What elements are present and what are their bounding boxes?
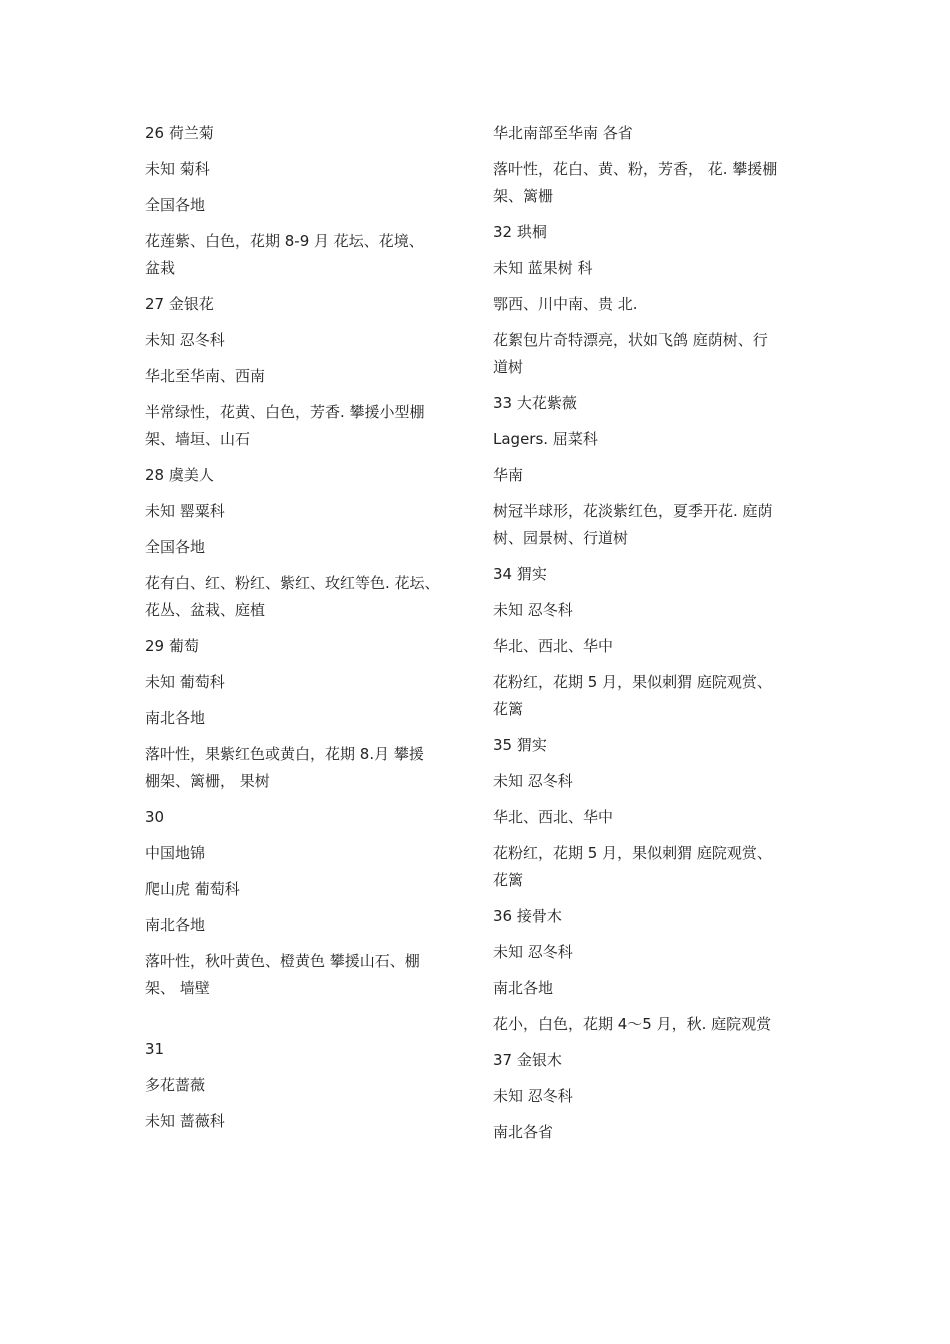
text-line: 28 虞美人: [145, 466, 214, 484]
text-line: 未知 忍冬科: [493, 772, 573, 790]
text-line: 29 葡萄: [145, 637, 199, 655]
text-line: 华南: [493, 466, 524, 484]
text-line: 落叶性，果紫红色或黄白，花期 8.月 攀援: [145, 745, 424, 763]
text-line: 花莲紫、白色，花期 8-9 月 花坛、花境、: [145, 232, 424, 250]
text-line: 31: [145, 1040, 165, 1058]
text-line: 未知 葡萄科: [145, 673, 225, 691]
text-line: 32 珙桐: [493, 223, 547, 241]
text-line-continuation: 架、 墙壁: [145, 979, 210, 997]
text-line: Lagers. 屈菜科: [493, 430, 598, 448]
text-line: 未知 忍冬科: [493, 601, 573, 619]
text-line: 南北各地: [145, 916, 206, 934]
text-line: 34 猬实: [493, 565, 547, 583]
text-line-continuation: 花丛、盆栽、庭植: [145, 601, 266, 619]
text-line-continuation: 架、篱栅: [493, 187, 554, 205]
text-line: 落叶性，秋叶黄色、橙黄色 攀援山石、棚: [145, 952, 420, 970]
text-line-continuation: 道树: [493, 358, 524, 376]
text-line: 华北、西北、华中: [493, 637, 614, 655]
text-line: 全国各地: [145, 538, 206, 556]
text-line-continuation: 架、墙垣、山石: [145, 430, 251, 448]
text-line: 爬山虎 葡萄科: [145, 880, 240, 898]
text-line: 中国地锦: [145, 844, 206, 862]
text-line: 南北各地: [493, 979, 554, 997]
text-line: 未知 罂粟科: [145, 502, 225, 520]
text-line: 半常绿性，花黄、白色，芳香. 攀援小型棚: [145, 403, 425, 421]
text-line: 未知 忍冬科: [493, 943, 573, 961]
text-line: 鄂西、川中南、贵 北.: [493, 295, 638, 313]
text-line-continuation: 花篱: [493, 700, 524, 718]
text-line: 华北至华南、西南: [145, 367, 266, 385]
text-line: 未知 蔷薇科: [145, 1112, 225, 1130]
text-line: 华北南部至华南 各省: [493, 124, 633, 142]
text-line: 33 大花紫薇: [493, 394, 577, 412]
text-line: 未知 菊科: [145, 160, 210, 178]
left-column: [145, 122, 475, 1146]
text-line: 未知 蓝果树 科: [493, 259, 593, 277]
text-line: 花小，白色，花期 4～5 月，秋. 庭院观赏: [493, 1015, 772, 1033]
right-column: [493, 122, 823, 1157]
text-line: 花粉红，花期 5 月，果似刺猬 庭院观赏、: [493, 844, 772, 862]
text-line: 树冠半球形，花淡紫红色，夏季开花. 庭荫: [493, 502, 773, 520]
text-line: 35 猬实: [493, 736, 547, 754]
text-line: 36 接骨木: [493, 907, 562, 925]
text-line: 花有白、红、粉红、紫红、玫红等色. 花坛、: [145, 574, 440, 592]
text-line: 华北、西北、华中: [493, 808, 614, 826]
text-line: 26 荷兰菊: [145, 124, 214, 142]
blank-line: [145, 1013, 475, 1038]
text-line-continuation: 盆栽: [145, 259, 176, 277]
text-line-continuation: 树、园景树、行道树: [493, 529, 629, 547]
text-line: 37 金银木: [493, 1051, 562, 1069]
text-line: 落叶性，花白、黄、粉，芳香， 花. 攀援棚: [493, 160, 778, 178]
text-line: 南北各省: [493, 1123, 554, 1141]
text-line: 30: [145, 808, 165, 826]
text-line: 全国各地: [145, 196, 206, 214]
text-line: 多花蔷薇: [145, 1076, 206, 1094]
text-line-continuation: 花篱: [493, 871, 524, 889]
text-line: 未知 忍冬科: [493, 1087, 573, 1105]
text-line-continuation: 棚架、篱栅， 果树: [145, 772, 270, 790]
text-line: 未知 忍冬科: [145, 331, 225, 349]
text-line: 花粉红，花期 5 月，果似刺猬 庭院观赏、: [493, 673, 772, 691]
text-line: 花絮包片奇特漂亮，状如飞鸽 庭荫树、行: [493, 331, 768, 349]
text-line: 南北各地: [145, 709, 206, 727]
text-line: 27 金银花: [145, 295, 214, 313]
